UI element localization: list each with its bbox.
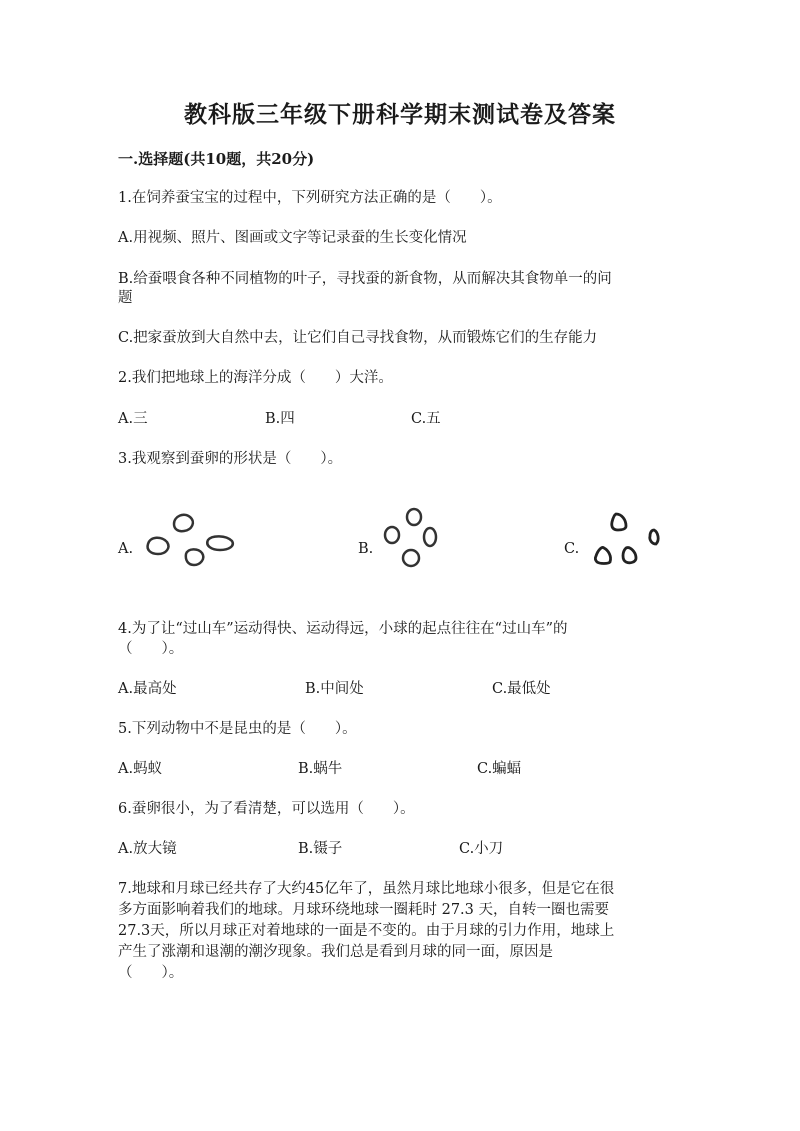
egg-group-b-icon xyxy=(375,505,445,577)
egg-shape xyxy=(424,528,436,546)
question-2-option-a[interactable]: A.三 xyxy=(118,411,148,427)
question-3-option-c[interactable]: C. xyxy=(564,541,580,557)
question-7-line-2: 多方面影响着我们的地球。月球环绕地球一圈耗时 27.3 天，自转一圈也需要 xyxy=(118,902,610,918)
egg-shape xyxy=(595,547,610,563)
egg-shape xyxy=(174,515,193,531)
question-6-option-c[interactable]: C.小刀 xyxy=(459,841,504,857)
question-7-line-3: 27.3天，所以月球正对着地球的一面是不变的。由于月球的引力作用，地球上 xyxy=(118,923,615,939)
egg-shape xyxy=(650,530,658,544)
question-2-stem: 2.我们把地球上的海洋分成（ ）大洋。 xyxy=(118,370,393,386)
question-2-option-b[interactable]: B.四 xyxy=(265,411,295,427)
question-1-stem: 1.在饲养蚕宝宝的过程中，下列研究方法正确的是（ ）。 xyxy=(118,190,502,206)
question-6-option-a[interactable]: A.放大镜 xyxy=(118,841,177,857)
question-5-option-c[interactable]: C.蝙蝠 xyxy=(477,761,522,777)
question-1-option-c[interactable]: C.把家蚕放到大自然中去，让它们自己寻找食物，从而锻炼它们的生存能力 xyxy=(118,330,598,346)
egg-group-a-icon xyxy=(140,510,240,580)
question-3-option-b[interactable]: B. xyxy=(358,541,374,557)
question-6-option-b[interactable]: B.镊子 xyxy=(298,841,343,857)
question-3-option-a[interactable]: A. xyxy=(118,541,134,557)
question-5-option-a[interactable]: A.蚂蚁 xyxy=(118,761,163,777)
question-1-option-b-cont: 题 xyxy=(118,290,133,306)
question-5-option-b[interactable]: B.蜗牛 xyxy=(298,761,343,777)
egg-shape xyxy=(207,536,232,550)
question-1-option-b[interactable]: B.给蚕喂食各种不同植物的叶子，寻找蚕的新食物，从而解决其食物单一的问 xyxy=(118,271,612,287)
question-6-stem: 6.蚕卵很小，为了看清楚，可以选用（ ）。 xyxy=(118,801,415,817)
egg-shape xyxy=(407,509,421,525)
question-4-stem: 4.为了让“过山车”运动得快、运动得远，小球的起点往往在“过山车”的 xyxy=(118,621,568,637)
question-1-option-a[interactable]: A.用视频、照片、图画或文字等记录蚕的生长变化情况 xyxy=(118,230,467,246)
section-heading: 一.选择题(共10题，共20分) xyxy=(118,150,315,168)
egg-group-c-icon xyxy=(588,510,668,574)
egg-shape xyxy=(623,548,636,563)
question-5-stem: 5.下列动物中不是昆虫的是（ ）。 xyxy=(118,721,357,737)
page-title: 教科版三年级下册科学期末测试卷及答案 xyxy=(184,101,616,128)
egg-shape xyxy=(385,527,399,543)
question-2-option-c[interactable]: C.五 xyxy=(411,411,441,427)
question-3-stem: 3.我观察到蚕卵的形状是（ ）。 xyxy=(118,451,343,467)
question-4-option-c[interactable]: C.最低处 xyxy=(492,681,551,697)
question-7-line-4: 产生了涨潮和退潮的潮汐现象。我们总是看到月球的同一面，原因是 xyxy=(118,944,553,960)
egg-shape xyxy=(186,549,203,565)
question-7-line-1: 7.地球和月球已经共存了大约45亿年了，虽然月球比地球小很多，但是它在很 xyxy=(118,881,615,897)
egg-shape xyxy=(148,538,169,554)
question-4-stem-cont: （ ）。 xyxy=(118,641,184,657)
question-7-line-5: （ ）。 xyxy=(118,965,184,981)
question-4-option-b[interactable]: B.中间处 xyxy=(305,681,364,697)
egg-shape xyxy=(612,514,626,530)
question-4-option-a[interactable]: A.最高处 xyxy=(118,681,177,697)
egg-shape xyxy=(403,550,419,566)
